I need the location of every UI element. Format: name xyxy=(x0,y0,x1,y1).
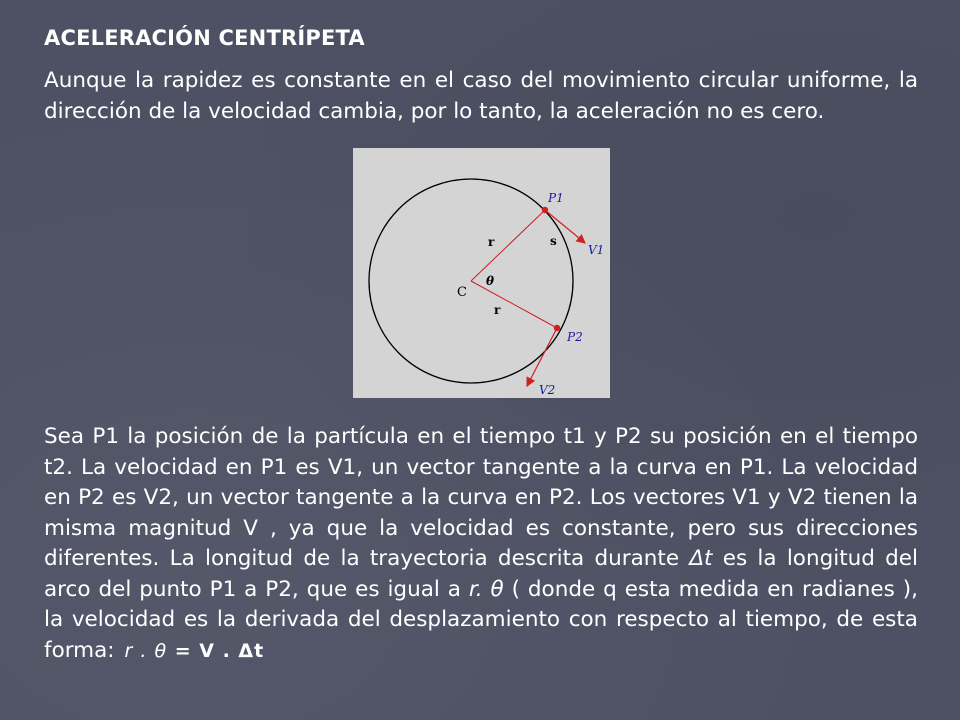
r-theta-inline: r. θ xyxy=(468,576,504,602)
slide-title: ACELERACIÓN CENTRÍPETA xyxy=(44,26,365,50)
label-radius-top: r xyxy=(488,235,495,249)
label-v1: V1 xyxy=(588,243,605,257)
delta-t-symbol: Δt xyxy=(689,546,713,571)
formula xyxy=(125,640,265,662)
intro-paragraph: Aunque la rapidez es constante en el caso del movimiento circular uniforme, la dirección de la velocidad cambia, por lo tanto, la aceleración no es cero. xyxy=(44,68,918,124)
circular-motion-diagram xyxy=(353,148,610,398)
explanation-paragraph xyxy=(44,422,918,666)
explanation-text-a: Sea P1 la posición de la partícula en el tiempo t1 y P2 su posición en el tiempo t2. La velocidad en P1 es V1, un vector tangente a la curva en P1. La velocidad en P2 es V2, un vector tangente a la curva en P2. Los vectores V1 y V2 tienen la misma magnitud V , ya que la velocidad es constante, pero sus direcciones diferentes. La longitud de la trayectoria descrita durante xyxy=(44,424,918,571)
label-angle-theta: θ xyxy=(486,274,495,288)
label-radius-bottom: r xyxy=(494,303,501,317)
label-v2: V2 xyxy=(539,383,556,397)
label-arc-s: s xyxy=(550,234,557,248)
formula-v-delta-t: = V . Δt xyxy=(167,639,265,662)
point-p2 xyxy=(554,325,560,331)
velocity-vector-v2 xyxy=(527,328,557,386)
point-p1 xyxy=(542,207,548,213)
radius-line-p1 xyxy=(471,210,545,281)
radius-line-p2 xyxy=(471,281,557,328)
explanation-text-b: es la longitud del arco del punto P1 a P2, que es igual a xyxy=(44,546,919,602)
explanation-text-c: ( donde q esta medida en radianes ), la velocidad es la derivada del desplazamiento con respecto al tiempo, de esta forma: xyxy=(44,576,918,663)
label-center: C xyxy=(457,285,467,300)
label-p2: P2 xyxy=(567,330,583,344)
formula-r-theta: r . θ xyxy=(124,639,168,662)
label-p1: P1 xyxy=(548,191,564,205)
